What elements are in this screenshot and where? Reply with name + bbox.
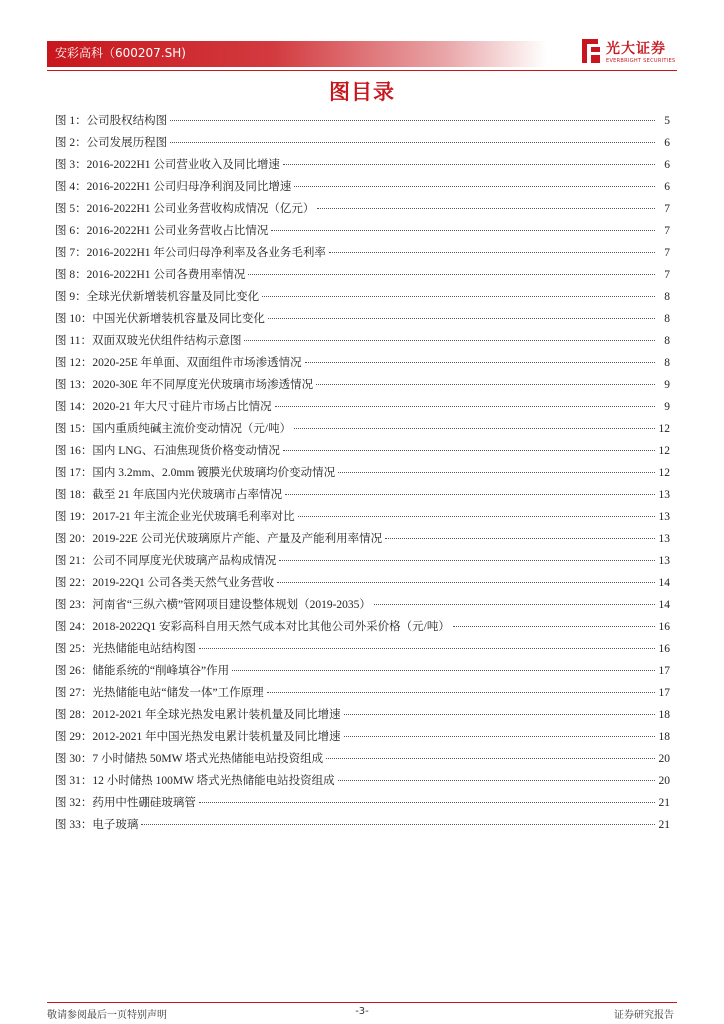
toc-entry[interactable] [55, 330, 670, 352]
toc-entry-label[interactable]: 图 7：2016-2022H1 年公司归母净利率及各业务毛利率 [55, 247, 326, 259]
toc-entry-page[interactable]: 7 [664, 247, 670, 259]
toc-entry[interactable] [55, 242, 670, 264]
toc-entry-page[interactable]: 8 [664, 291, 670, 303]
toc-entry-page[interactable]: 13 [658, 511, 670, 523]
toc-entry[interactable] [55, 220, 670, 242]
toc-dot-leader [285, 494, 655, 495]
toc-entry[interactable] [55, 638, 670, 660]
toc-dot-leader [294, 186, 655, 187]
toc-entry-page[interactable]: 20 [658, 753, 670, 765]
toc-entry[interactable] [55, 418, 670, 440]
logo-english-name: EVERBRIGHT SECURITIES [606, 58, 676, 64]
toc-entry-page[interactable]: 13 [658, 533, 670, 545]
toc-dot-leader [453, 626, 655, 627]
toc-entry[interactable] [55, 792, 670, 814]
toc-dot-leader [317, 208, 655, 209]
toc-entry-page[interactable]: 17 [658, 665, 670, 677]
toc-entry-page[interactable]: 13 [658, 555, 670, 567]
toc-entry[interactable] [55, 374, 670, 396]
toc-entry-page[interactable]: 13 [658, 489, 670, 501]
everbright-logo [580, 38, 680, 70]
footer-disclaimer-note: 敬请参阅最后一页特别声明 [47, 1010, 167, 1021]
toc-dot-leader [262, 296, 655, 297]
everbright-logo-icon [580, 38, 602, 64]
toc-entry-label[interactable]: 图 4：2016-2022H1 公司归母净利润及同比增速 [55, 181, 292, 193]
toc-entry-label[interactable]: 图 23：河南省“三纵六横”管网项目建设整体规划（2019-2035） [55, 599, 371, 611]
toc-dot-leader [298, 516, 655, 517]
toc-entry-label[interactable]: 图 16：国内 LNG、石油焦现货价格变动情况 [55, 445, 280, 457]
toc-entry[interactable] [55, 550, 670, 572]
toc-entry-page[interactable]: 12 [658, 467, 670, 479]
toc-entry-page[interactable]: 7 [664, 269, 670, 281]
toc-entry-page[interactable]: 6 [664, 137, 670, 149]
toc-entry[interactable] [55, 594, 670, 616]
toc-entry-label[interactable]: 图 30：7 小时储热 50MW 塔式光热储能电站投资组成 [55, 753, 324, 765]
toc-entry[interactable] [55, 396, 670, 418]
toc-entry-page[interactable]: 6 [664, 181, 670, 193]
toc-entry-page[interactable]: 18 [658, 731, 670, 743]
toc-dot-leader [305, 362, 655, 363]
toc-dot-leader [344, 714, 655, 715]
toc-entry-label[interactable]: 图 1：公司股权结构图 [55, 115, 168, 127]
toc-entry-page[interactable]: 7 [664, 203, 670, 215]
toc-entry-label[interactable]: 图 17：国内 3.2mm、2.0mm 镀膜光伏玻璃均价变动情况 [55, 467, 336, 479]
toc-entry-label[interactable]: 图 11：双面双玻光伏组件结构示意图 [55, 335, 242, 347]
toc-entry[interactable] [55, 506, 670, 528]
toc-entry[interactable] [55, 110, 670, 132]
toc-entry-page[interactable]: 16 [658, 621, 670, 633]
toc-entry-label[interactable]: 图 3：2016-2022H1 公司营业收入及同比增速 [55, 159, 280, 171]
toc-dot-leader [294, 428, 655, 429]
header-divider [47, 70, 677, 71]
toc-entry-page[interactable]: 16 [658, 643, 670, 655]
toc-dot-leader [268, 318, 655, 319]
toc-entry-label[interactable]: 图 24：2018-2022Q1 安彩高科自用天然气成本对比其他公司外采价格（元/吨） [55, 621, 450, 633]
toc-entry-label[interactable]: 图 15：国内重质纯碱主流价变动情况（元/吨） [55, 423, 292, 435]
toc-entry[interactable] [55, 286, 670, 308]
toc-dot-leader [277, 582, 655, 583]
toc-entry-page[interactable]: 8 [664, 313, 670, 325]
toc-dot-leader [199, 648, 655, 649]
toc-entry[interactable] [55, 484, 670, 506]
toc-entry-page[interactable]: 12 [658, 445, 670, 457]
toc-entry[interactable] [55, 264, 670, 286]
toc-entry[interactable] [55, 308, 670, 330]
toc-entry[interactable] [55, 352, 670, 374]
toc-dot-leader [338, 780, 655, 781]
toc-dot-leader [279, 560, 655, 561]
toc-entry-page[interactable]: 18 [658, 709, 670, 721]
toc-entry-page[interactable]: 21 [658, 819, 670, 831]
toc-dot-leader [374, 604, 655, 605]
toc-entry-page[interactable]: 7 [664, 225, 670, 237]
toc-entry-page[interactable]: 14 [658, 577, 670, 589]
figure-table-of-contents [55, 110, 670, 836]
toc-entry-label[interactable]: 图 21：公司不同厚度光伏玻璃产品构成情况 [55, 555, 277, 567]
toc-entry-label[interactable]: 图 31：12 小时储热 100MW 塔式光热储能电站投资组成 [55, 775, 335, 787]
toc-entry-page[interactable]: 17 [658, 687, 670, 699]
toc-dot-leader [344, 736, 655, 737]
toc-entry-page[interactable]: 12 [658, 423, 670, 435]
toc-entry-label[interactable]: 图 28：2012-2021 年全球光热发电累计装机量及同比增速 [55, 709, 341, 721]
toc-entry[interactable] [55, 198, 670, 220]
page-number: -3- [355, 1006, 369, 1017]
toc-dot-leader [275, 406, 655, 407]
toc-entry-label[interactable]: 图 26：储能系统的“削峰填谷”作用 [55, 665, 230, 677]
toc-dot-leader [338, 472, 655, 473]
toc-dot-leader [267, 692, 655, 693]
toc-entry-label[interactable]: 图 12：2020-25E 年单面、双面组件市场渗透情况 [55, 357, 302, 369]
toc-entry-label[interactable]: 图 20：2019-22E 公司光伏玻璃原片产能、产量及产能利用率情况 [55, 533, 383, 545]
toc-dot-leader [283, 164, 655, 165]
toc-entry-label[interactable]: 图 19：2017-21 年主流企业光伏玻璃毛利率对比 [55, 511, 295, 523]
toc-entry-label[interactable]: 图 32：药用中性硼硅玻璃管 [55, 797, 196, 809]
toc-entry[interactable] [55, 462, 670, 484]
toc-entry[interactable] [55, 814, 670, 836]
toc-entry-label[interactable]: 图 29：2012-2021 年中国光热发电累计装机量及同比增速 [55, 731, 341, 743]
toc-entry-label[interactable]: 图 14：2020-21 年大尺寸硅片市场占比情况 [55, 401, 272, 413]
toc-entry[interactable] [55, 572, 670, 594]
toc-entry[interactable] [55, 682, 670, 704]
toc-entry[interactable] [55, 176, 670, 198]
toc-entry[interactable] [55, 660, 670, 682]
toc-entry-label[interactable]: 图 18：截至 21 年底国内光伏玻璃市占率情况 [55, 489, 283, 501]
toc-entry[interactable] [55, 726, 670, 748]
toc-entry-page[interactable]: 14 [658, 599, 670, 611]
toc-entry-page[interactable]: 21 [658, 797, 670, 809]
toc-entry[interactable] [55, 528, 670, 550]
toc-entry-page[interactable]: 5 [664, 115, 670, 127]
toc-dot-leader [141, 824, 655, 825]
footer-report-type: 证券研究报告 [614, 1010, 674, 1021]
toc-dot-leader [170, 142, 655, 143]
toc-dot-leader [199, 802, 655, 803]
page-title: 图目录 [329, 80, 395, 104]
toc-entry-label[interactable]: 图 22：2019-22Q1 公司各类天然气业务营收 [55, 577, 275, 589]
toc-dot-leader [316, 384, 655, 385]
toc-entry-page[interactable]: 20 [658, 775, 670, 787]
toc-entry[interactable] [55, 748, 670, 770]
toc-dot-leader [326, 758, 655, 759]
toc-entry[interactable] [55, 616, 670, 638]
toc-dot-leader [232, 670, 655, 671]
toc-entry-label[interactable]: 图 10：中国光伏新增装机容量及同比变化 [55, 313, 265, 325]
toc-entry-page[interactable]: 9 [664, 401, 670, 413]
toc-entry-label[interactable]: 图 5：2016-2022H1 公司业务营收构成情况（亿元） [55, 203, 315, 215]
toc-dot-leader [385, 538, 655, 539]
report-company-title: 安彩高科（600207.SH) [55, 46, 186, 60]
toc-dot-leader [248, 274, 655, 275]
toc-entry-label[interactable]: 图 25：光热储能电站结构图 [55, 643, 196, 655]
toc-dot-leader [271, 230, 655, 231]
toc-entry-page[interactable]: 8 [664, 335, 670, 347]
logo-chinese-name: 光大证券 [606, 41, 666, 57]
toc-entry-page[interactable]: 6 [664, 159, 670, 171]
toc-entry-label[interactable]: 图 6：2016-2022H1 公司业务营收占比情况 [55, 225, 269, 237]
toc-dot-leader [283, 450, 655, 451]
toc-entry-label[interactable]: 图 2：公司发展历程图 [55, 137, 168, 149]
toc-dot-leader [170, 120, 655, 121]
toc-entry-page[interactable]: 8 [664, 357, 670, 369]
toc-entry[interactable] [55, 440, 670, 462]
toc-entry-label[interactable]: 图 13：2020-30E 年不同厚度光伏玻璃市场渗透情况 [55, 379, 314, 391]
toc-dot-leader [244, 340, 655, 341]
toc-entry[interactable] [55, 132, 670, 154]
toc-dot-leader [329, 252, 655, 253]
toc-entry-label[interactable]: 图 9：全球光伏新增装机容量及同比变化 [55, 291, 260, 303]
toc-entry-label[interactable]: 图 8：2016-2022H1 公司各费用率情况 [55, 269, 246, 281]
toc-entry[interactable] [55, 770, 670, 792]
toc-entry-label[interactable]: 图 27：光热储能电站“储发一体”工作原理 [55, 687, 264, 699]
toc-entry-page[interactable]: 9 [664, 379, 670, 391]
toc-entry[interactable] [55, 704, 670, 726]
toc-entry[interactable] [55, 154, 670, 176]
toc-entry-label[interactable]: 图 33：电子玻璃 [55, 819, 139, 831]
footer-divider [47, 1002, 677, 1003]
